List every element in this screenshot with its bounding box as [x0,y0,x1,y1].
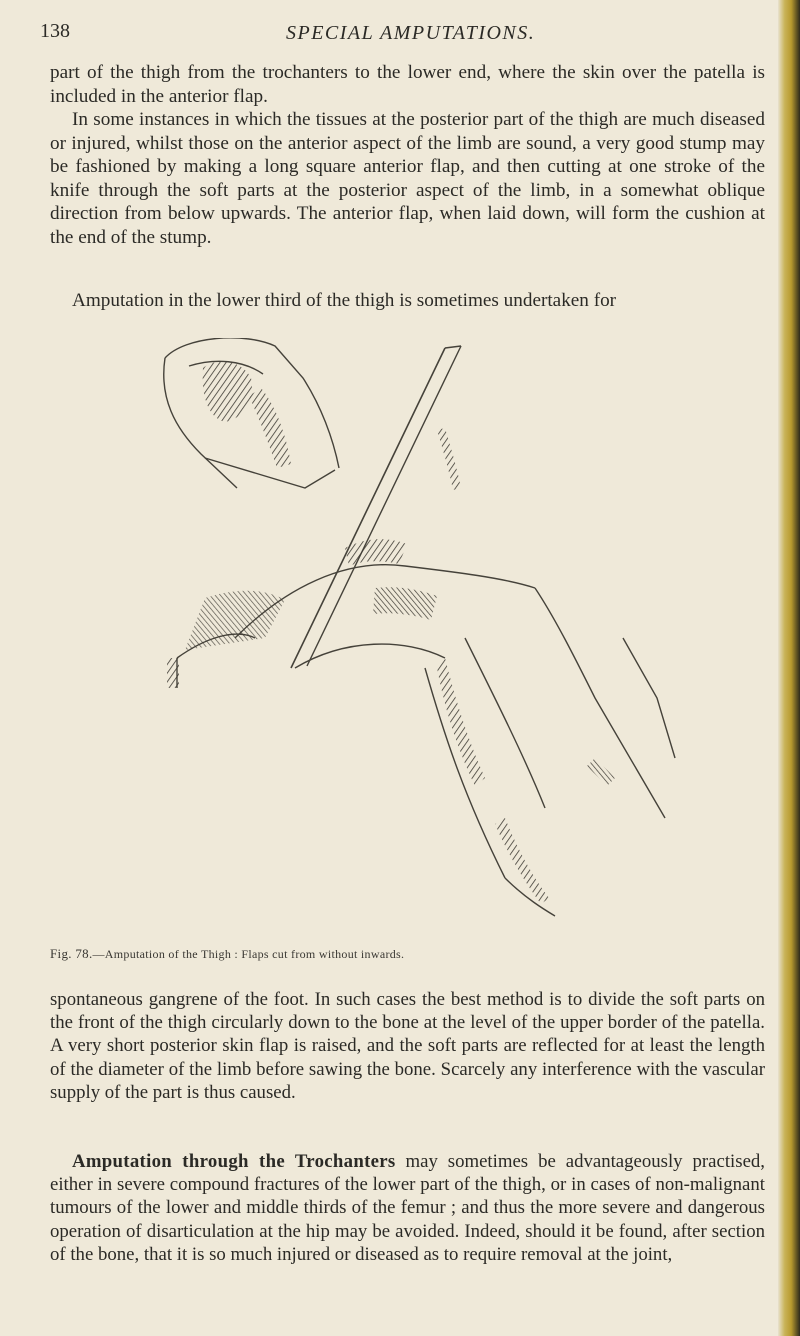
paragraph-3: Amputation in the lower third of the thigh is sometimes undertaken for [72,290,617,311]
paragraph-5 [50,1150,765,1266]
paragraph-5-text: may sometimes be advantageously practised, either in severe compound fractures of the lower part of the thigh, or in cases of non-malignant tumours of the lower and middle thirds of the femur ; and thus the more severe and dangerous operation of disarticulation at the hip may be avoided. Indeed, should it be found, after section of the bone, that it is so much injured or diseased as to require removal at the joint, [50,1151,765,1265]
figure-label: Fig. 78. [50,946,93,961]
paragraph-4: spontaneous gangrene of the foot. In such cases the best method is to divide the soft parts on the front of the thigh circularly down to the bone at the level of the upper border of the patella. A very short posterior skin flap is raised, and the soft parts are reflected for at least the length of the diameter of the limb before sawing the bone. Scarcely any interference with the vascular supply of the part is thus caused. [50,989,765,1103]
figure-caption-text: —Amputation of the Thigh : Flaps cut from without inwards. [92,947,405,961]
amputation-figure [145,338,685,918]
figure-caption [50,946,800,962]
paragraph-1: part of the thigh from the trochanters to the lower end, where the skin over the patella is included in the anterior flap. [50,62,765,107]
page-number: 138 [40,20,70,42]
running-head: SPECIAL AMPUTATIONS. [286,22,536,44]
paragraph-2: In some instances in which the tissues at the posterior part of the thigh are much diseased or injured, whilst those on the anterior aspect of the limb are sound, a very good stump may be fashioned by making a long square anterior flap, and then cutting at one stroke of the knife through the soft parts at the posterior aspect of the limb, in a somewhat oblique direction from below upwards. The anterior flap, when laid down, will form the cushion at the end of the stump. [50,109,765,248]
page-edge [778,0,800,1336]
section-heading-trochanters: Amputation through the Trochanters [72,1151,396,1172]
page-header [40,20,780,50]
